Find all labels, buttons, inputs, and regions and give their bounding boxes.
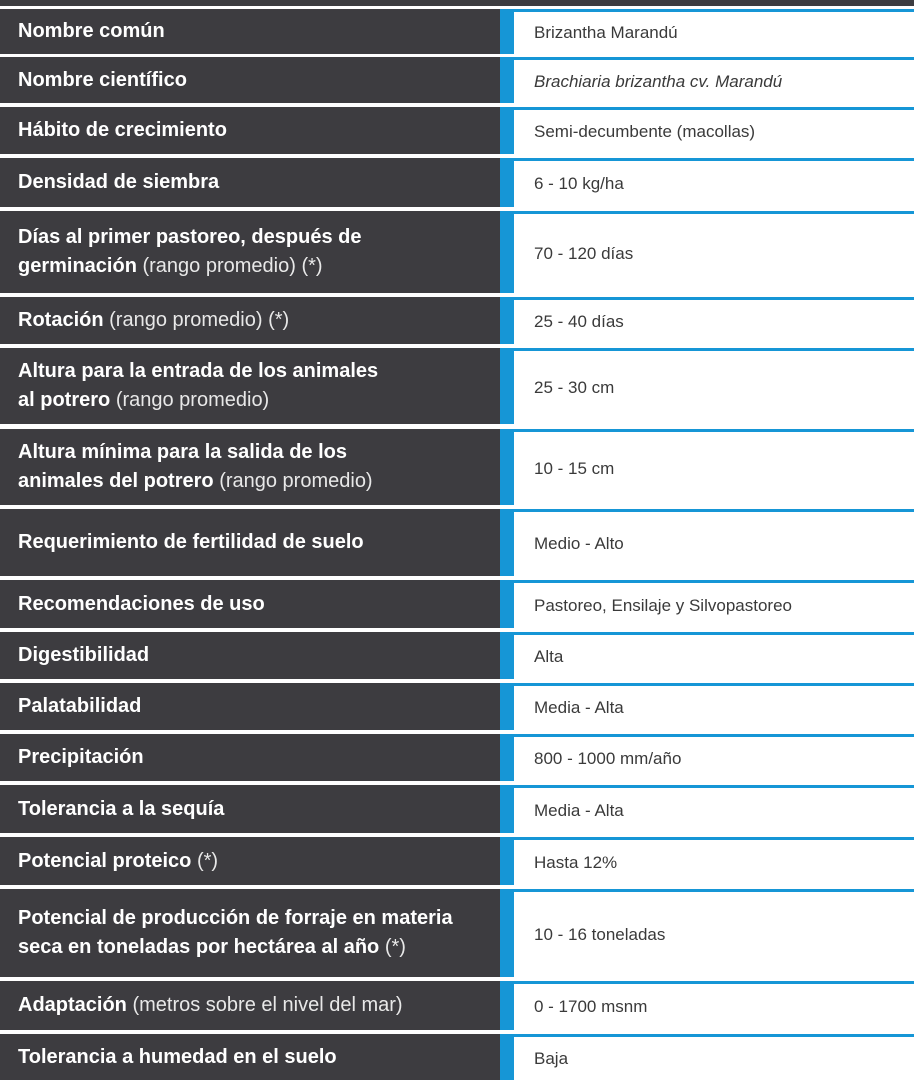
table-row [0,981,914,1030]
table-row [0,683,914,730]
row-accent [500,981,514,1030]
row-label: Recomendaciones de uso [0,580,500,628]
row-value: 10 - 15 cm [514,429,914,505]
row-value: Medio - Alto [514,509,914,576]
row-label: Rotación (rango promedio) (*) [0,297,500,344]
row-value: 0 - 1700 msnm [514,981,914,1030]
row-accent [500,57,514,103]
row-label: Días al primer pastoreo, después de germinación (rango promedio) (*) [0,211,500,293]
row-accent [500,683,514,730]
row-label: Precipitación [0,734,500,781]
table-row [0,348,914,424]
row-label: Potencial proteico (*) [0,837,500,885]
row-value: Baja [514,1034,914,1080]
row-label: Digestibilidad [0,632,500,679]
row-label: Requerimiento de fertilidad de suelo [0,509,500,576]
table-row [0,889,914,977]
row-value: 800 - 1000 mm/año [514,734,914,781]
row-accent [500,837,514,885]
row-accent [500,158,514,207]
table-row [0,509,914,576]
table-row [0,734,914,781]
row-accent [500,734,514,781]
row-accent [500,1034,514,1080]
table-row [0,785,914,833]
row-accent [500,297,514,344]
row-accent [500,211,514,293]
table-row [0,158,914,207]
table-top-border [0,0,914,6]
table-row [0,580,914,628]
row-accent [500,348,514,424]
row-label: Nombre científico [0,57,500,103]
row-value: 70 - 120 días [514,211,914,293]
row-value: 6 - 10 kg/ha [514,158,914,207]
table-row [0,211,914,293]
table-row [0,297,914,344]
row-accent [500,509,514,576]
row-label: Tolerancia a humedad en el suelo [0,1034,500,1080]
row-accent [500,785,514,833]
row-accent [500,632,514,679]
table-row [0,632,914,679]
row-label: Potencial de producción de forraje en materia seca en toneladas por hectárea al año (*) [0,889,500,977]
row-value: Brizantha Marandú [514,9,914,54]
row-value: Hasta 12% [514,837,914,885]
row-value: 25 - 40 días [514,297,914,344]
table-row [0,107,914,154]
row-accent [500,9,514,54]
row-value: Media - Alta [514,785,914,833]
row-label: Altura mínima para la salida de los animales del potrero (rango promedio) [0,429,500,505]
row-accent [500,889,514,977]
table-row [0,429,914,505]
row-label: Tolerancia a la sequía [0,785,500,833]
row-value: Semi-decumbente (macollas) [514,107,914,154]
row-accent [500,429,514,505]
row-value: Brachiaria brizantha cv. Marandú [514,57,914,103]
table-row [0,837,914,885]
row-value: Pastoreo, Ensilaje y Silvopastoreo [514,580,914,628]
row-label: Nombre común [0,9,500,54]
row-label: Adaptación (metros sobre el nivel del mar) [0,981,500,1030]
row-value: 25 - 30 cm [514,348,914,424]
row-accent [500,580,514,628]
table-row [0,9,914,54]
table-row [0,1034,914,1080]
row-value: 10 - 16 toneladas [514,889,914,977]
row-label: Altura para la entrada de los animales al potrero (rango promedio) [0,348,500,424]
row-label: Palatabilidad [0,683,500,730]
row-label: Hábito de crecimiento [0,107,500,154]
row-accent [500,107,514,154]
row-label: Densidad de siembra [0,158,500,207]
row-value: Media - Alta [514,683,914,730]
table-row [0,57,914,103]
row-value: Alta [514,632,914,679]
